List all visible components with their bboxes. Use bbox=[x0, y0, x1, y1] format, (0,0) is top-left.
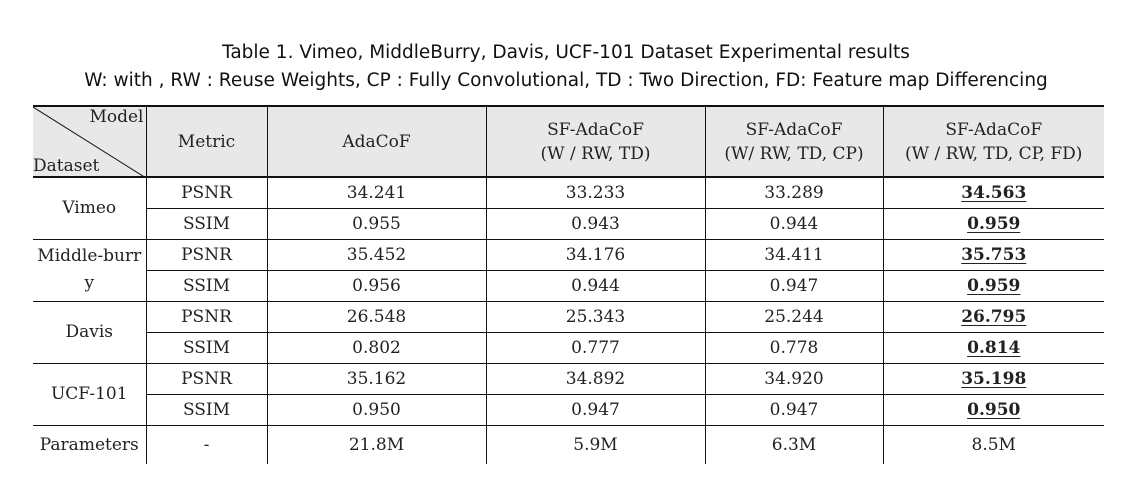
dataset-name-vimeo bbox=[33, 177, 146, 239]
dataset-name-line1: Davis bbox=[65, 321, 114, 342]
value-cell: 0.947 bbox=[705, 270, 883, 301]
model-dataset-corner-cell bbox=[33, 106, 146, 177]
column-header-line2: (W/ RW, TD, CP) bbox=[724, 143, 864, 164]
parameters-row bbox=[33, 425, 1104, 464]
value-cell: 0.955 bbox=[267, 208, 486, 239]
dataset-name-davis bbox=[33, 301, 146, 363]
metric-cell: PSNR bbox=[146, 363, 267, 394]
value-cell-best bbox=[883, 394, 1104, 425]
value-cell-best bbox=[883, 270, 1104, 301]
value-cell: 34.411 bbox=[705, 239, 883, 270]
value-cell: 35.452 bbox=[267, 239, 486, 270]
column-header-sf-adacof-rw-td-cp-fd bbox=[883, 106, 1104, 177]
value-cell: 34.892 bbox=[486, 363, 705, 394]
table-row bbox=[33, 239, 1104, 270]
column-header-adacof bbox=[267, 106, 486, 177]
best-value: 35.198 bbox=[961, 368, 1027, 389]
value-cell-best bbox=[883, 208, 1104, 239]
parameter-value: 6.3M bbox=[705, 425, 883, 464]
table-caption-legend: W: with , RW : Reuse Weights, CP : Fully Convolutional, TD : Two Direction, FD: Feature map Differencing bbox=[84, 70, 1048, 91]
results-table bbox=[33, 105, 1104, 464]
table-row bbox=[33, 332, 1104, 363]
metric-cell: SSIM bbox=[146, 394, 267, 425]
best-value: 0.814 bbox=[967, 337, 1021, 358]
value-cell-best bbox=[883, 332, 1104, 363]
metric-cell: PSNR bbox=[146, 301, 267, 332]
value-cell: 0.947 bbox=[705, 394, 883, 425]
column-header-sf-adacof-rw-td bbox=[486, 106, 705, 177]
dataset-label: Dataset bbox=[33, 156, 100, 176]
dataset-name-line2: y bbox=[84, 273, 95, 293]
metric-cell: PSNR bbox=[146, 177, 267, 208]
column-header-line1: SF-AdaCoF bbox=[547, 119, 644, 140]
parameter-value: 21.8M bbox=[267, 425, 486, 464]
metric-cell: SSIM bbox=[146, 332, 267, 363]
value-cell: 26.548 bbox=[267, 301, 486, 332]
table-row bbox=[33, 177, 1104, 208]
best-value: 0.959 bbox=[967, 275, 1021, 296]
table-row bbox=[33, 363, 1104, 394]
parameter-value: 5.9M bbox=[486, 425, 705, 464]
value-cell-best bbox=[883, 239, 1104, 270]
value-cell: 0.950 bbox=[267, 394, 486, 425]
best-value: 35.753 bbox=[961, 244, 1027, 265]
header-row bbox=[33, 106, 1104, 177]
value-cell: 0.956 bbox=[267, 270, 486, 301]
table-row bbox=[33, 208, 1104, 239]
metric-header: Metric bbox=[146, 106, 267, 177]
table-row bbox=[33, 270, 1104, 301]
value-cell: 35.162 bbox=[267, 363, 486, 394]
metric-cell: SSIM bbox=[146, 270, 267, 301]
column-header-sf-adacof-rw-td-cp bbox=[705, 106, 883, 177]
metric-cell: PSNR bbox=[146, 239, 267, 270]
column-header-line1: SF-AdaCoF bbox=[945, 119, 1043, 140]
column-header-line1: SF-AdaCoF bbox=[745, 119, 843, 140]
value-cell: 0.943 bbox=[486, 208, 705, 239]
value-cell-best bbox=[883, 363, 1104, 394]
table-caption-title: Table 1. Vimeo, MiddleBurry, Davis, UCF-101 Dataset Experimental results bbox=[222, 42, 910, 63]
value-cell: 25.343 bbox=[486, 301, 705, 332]
value-cell: 0.944 bbox=[486, 270, 705, 301]
model-label: Model bbox=[89, 107, 144, 127]
best-value: 0.950 bbox=[967, 399, 1021, 420]
value-cell: 33.233 bbox=[486, 177, 705, 208]
dataset-name-ucf101 bbox=[33, 363, 146, 425]
value-cell: 34.241 bbox=[267, 177, 486, 208]
table-row bbox=[33, 394, 1104, 425]
value-cell: 0.944 bbox=[705, 208, 883, 239]
value-cell-best bbox=[883, 301, 1104, 332]
metric-cell: - bbox=[146, 425, 267, 464]
best-value: 0.959 bbox=[967, 213, 1021, 234]
value-cell-best bbox=[883, 177, 1104, 208]
best-value: 34.563 bbox=[961, 182, 1027, 203]
parameter-value: 8.5M bbox=[883, 425, 1104, 464]
dataset-name-line1: Middle-burr bbox=[37, 246, 142, 266]
column-header-line2: (W / RW, TD) bbox=[540, 143, 651, 164]
value-cell: 0.947 bbox=[486, 394, 705, 425]
value-cell: 34.920 bbox=[705, 363, 883, 394]
value-cell: 0.802 bbox=[267, 332, 486, 363]
column-header-line1: AdaCoF bbox=[342, 131, 411, 152]
dataset-name-middleburry bbox=[33, 239, 146, 301]
table-row bbox=[33, 301, 1104, 332]
value-cell: 33.289 bbox=[705, 177, 883, 208]
best-value: 26.795 bbox=[961, 306, 1027, 327]
metric-cell: SSIM bbox=[146, 208, 267, 239]
parameters-label: Parameters bbox=[39, 434, 139, 455]
value-cell: 34.176 bbox=[486, 239, 705, 270]
value-cell: 25.244 bbox=[705, 301, 883, 332]
dataset-name-line1: Vimeo bbox=[62, 197, 117, 218]
value-cell: 0.778 bbox=[705, 332, 883, 363]
value-cell: 0.777 bbox=[486, 332, 705, 363]
column-header-line2: (W / RW, TD, CP, FD) bbox=[905, 143, 1083, 164]
dataset-name-line1: UCF-101 bbox=[50, 383, 128, 404]
